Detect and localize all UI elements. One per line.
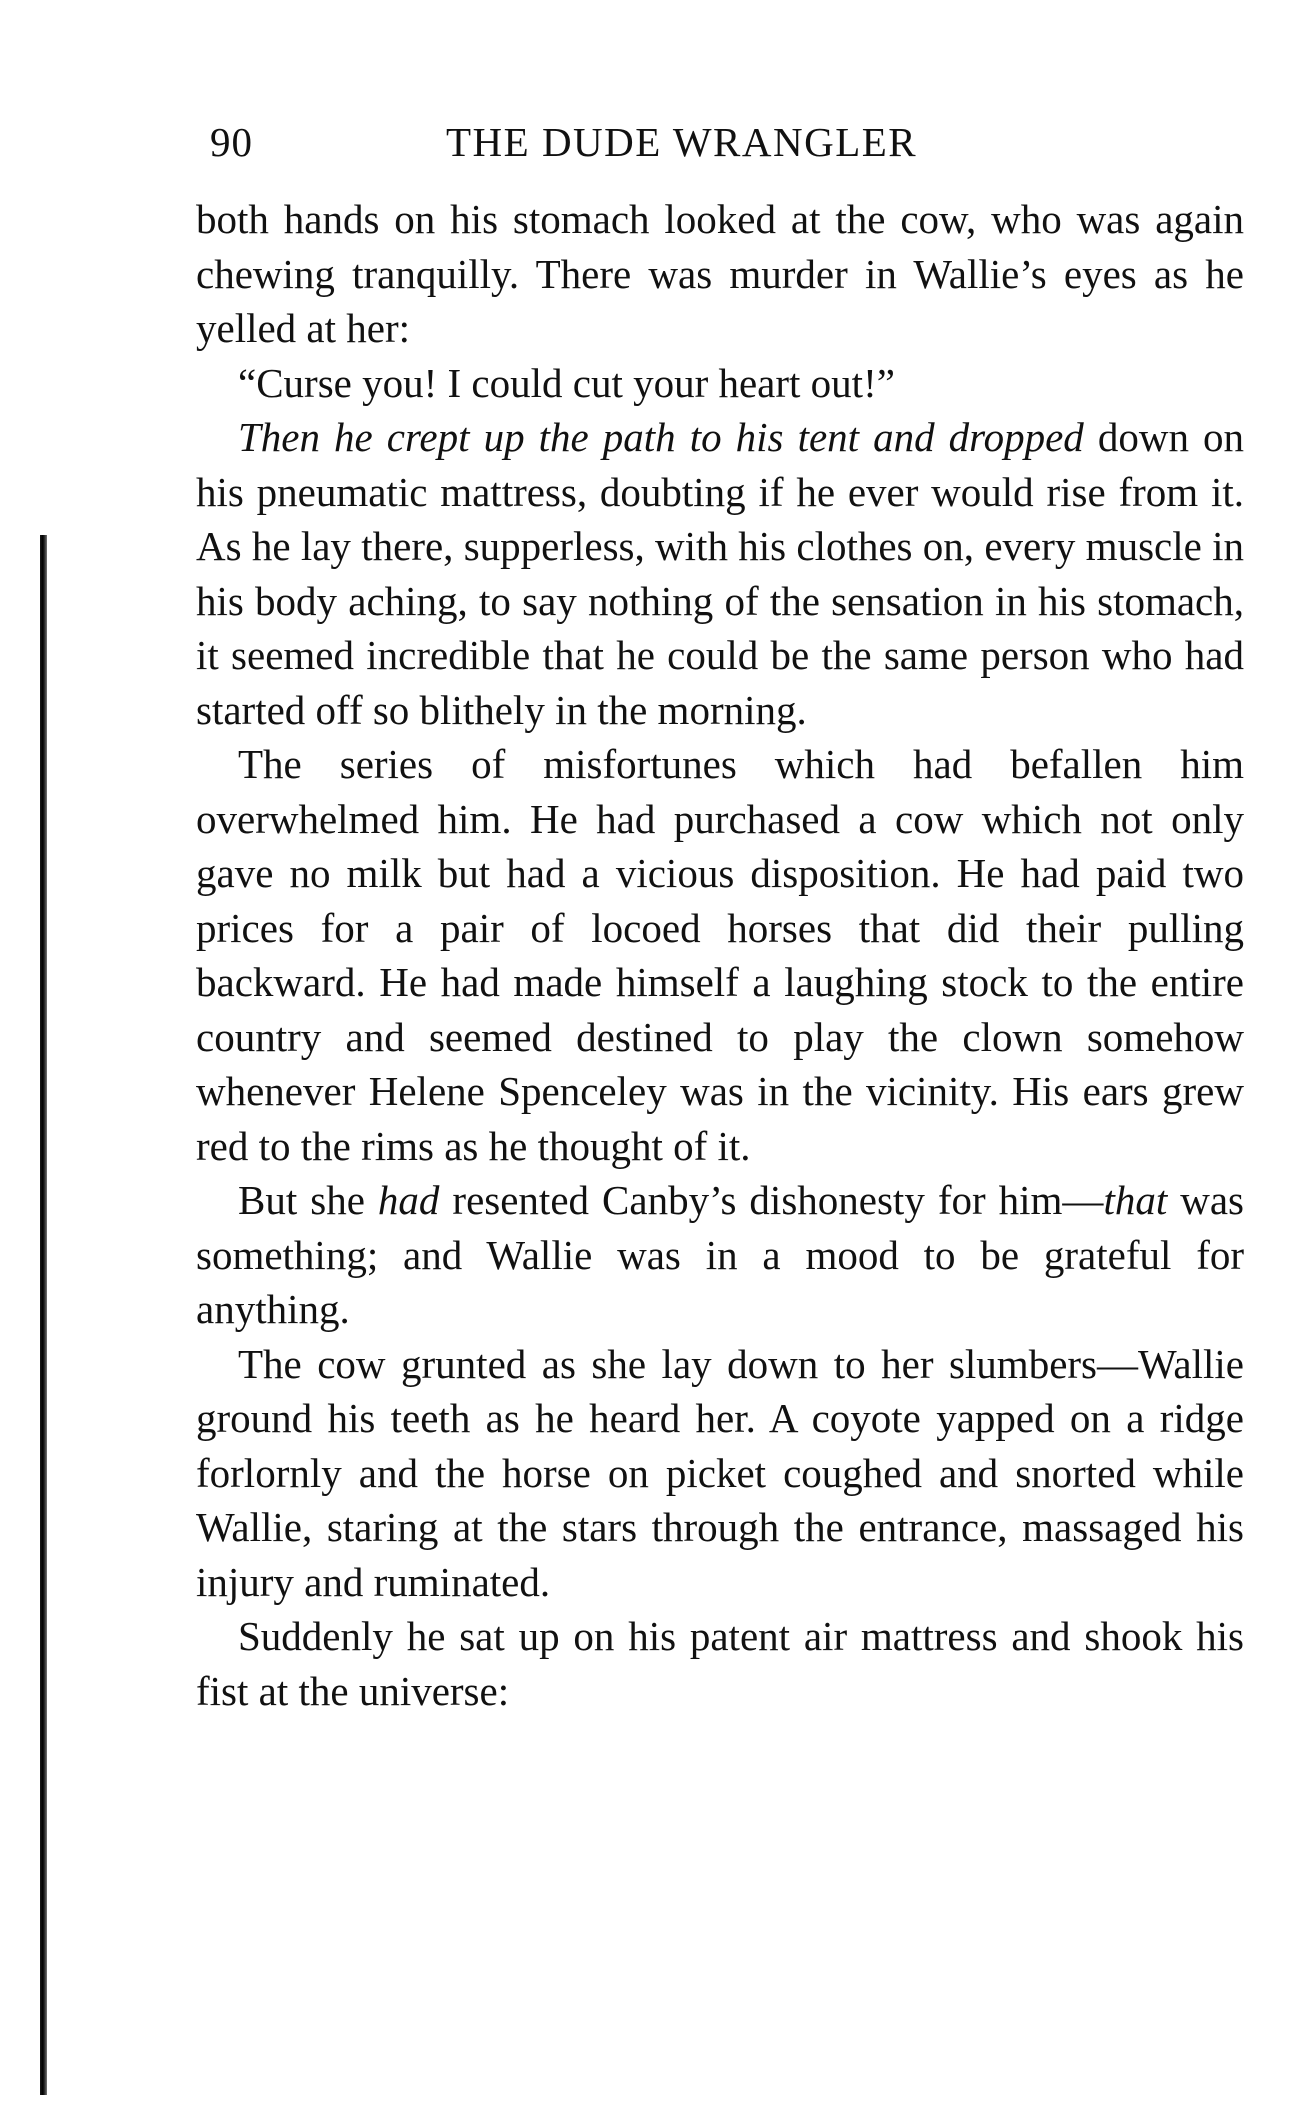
paragraph-5-emphasis-that: that bbox=[1103, 1177, 1168, 1223]
paragraph-2-text: “Curse you! I could cut your heart out!” bbox=[238, 359, 895, 406]
paragraph-5-text-middle: resented Canby’s dishonesty for him— bbox=[439, 1177, 1104, 1223]
paragraph-2 bbox=[196, 356, 1244, 411]
running-head: THE DUDE WRANGLER bbox=[446, 119, 918, 165]
paragraph-3-text: down on his pneumatic mattress, doubting if he ever would rise from it. As he lay there, supperless, with his clothes on, every muscle in his body aching, to say nothing of the sensation in his stomach, it seemed incredible that he could be the same person who had started off so blithely in the morning. bbox=[196, 414, 1245, 733]
paragraph-3-italic-text: Then he crept up the path to his tent and dropped bbox=[238, 414, 1084, 460]
page-number: 90 bbox=[210, 119, 253, 165]
page-header bbox=[210, 112, 1260, 172]
paragraph-5-text-after: was something; and Wallie was in a mood to be grateful for anything. bbox=[196, 1177, 1245, 1332]
paragraph-3 bbox=[196, 410, 1244, 737]
paragraph-7-text: Suddenly he sat up on his patent air mattress and shook his fist at the universe: bbox=[196, 1613, 1244, 1714]
paragraph-6 bbox=[196, 1337, 1244, 1610]
paragraph-4-text: The series of misfortunes which had befallen him overwhelmed him. He had purchased a cow which not only gave no milk but had a vicious disposition. He had paid two prices for a pair of locoed horses that did their pulling backward. He had made himself a laughing stock to the entire country and seemed destined to play the clown somehow whenever Helene Spenceley was in the vicinity. His ears grew red to the rims as he thought of it. bbox=[196, 741, 1244, 1169]
paragraph-5 bbox=[196, 1173, 1244, 1337]
paragraph-6-text: The cow grunted as she lay down to her slumbers—Wallie ground his teeth as he heard her. A coyote yapped on a ridge forlornly and the horse on picket coughed and snorted while Wallie, staring at the stars through the entrance, massaged his injury and ruminated. bbox=[196, 1340, 1244, 1605]
paragraph-4 bbox=[196, 737, 1244, 1173]
paragraph-7 bbox=[196, 1609, 1244, 1718]
paragraph-5-text-before: But she bbox=[238, 1177, 378, 1223]
binding-shadow bbox=[40, 535, 47, 2095]
paragraph-1-text: both hands on his stomach looked at the cow, who was again chewing tranquilly. There was murder in Wallie’s eyes as he yelled at her: bbox=[196, 196, 1244, 351]
body-text bbox=[196, 192, 1244, 1718]
paragraph-1 bbox=[196, 192, 1244, 356]
paragraph-5-emphasis-had: had bbox=[377, 1177, 440, 1223]
